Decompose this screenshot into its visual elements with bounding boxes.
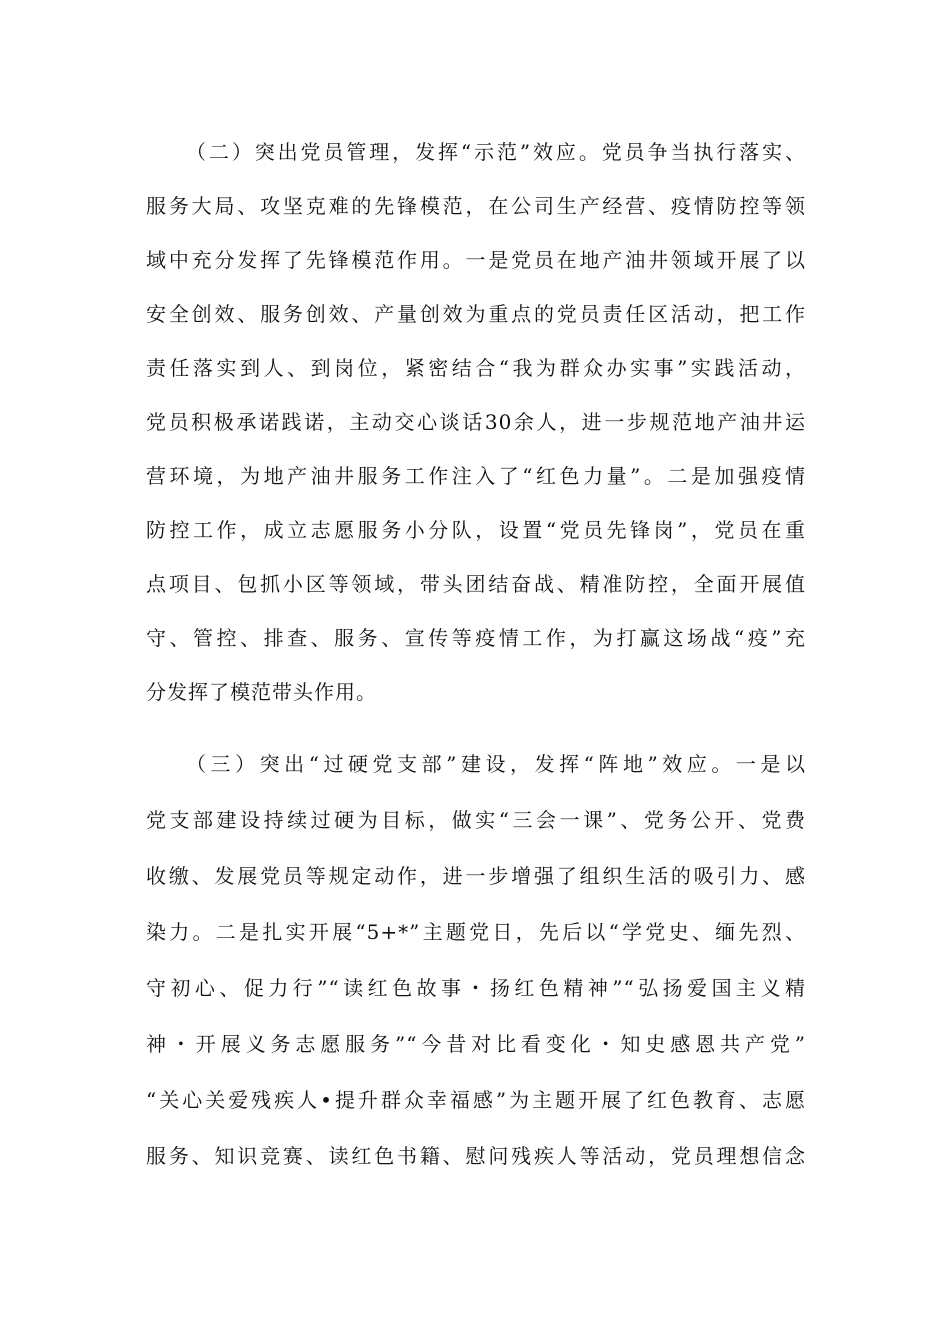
paragraph-1-line-11: 分发挥了模范带头作用。 xyxy=(146,680,377,704)
paragraph-1-line-8: 防控工作，成立志愿服务小分队，设置“党员先锋岗”，党员在重 xyxy=(146,518,806,542)
paragraph-1-line-9: 点项目、包抓小区等领域，带头团结奋战、精准防控，全面开展值 xyxy=(146,572,806,596)
paragraph-2-line-7: “关心关爱残疾人•提升群众幸福感”为主题开展了红色教育、志愿 xyxy=(146,1088,806,1112)
paragraph-1-line-5: 责任落实到人、到岗位，紧密结合“我为群众办实事”实践活动， xyxy=(146,356,806,380)
paragraph-1-line-7: 营环境，为地产油井服务工作注入了“红色力量”。二是加强疫情 xyxy=(146,464,806,488)
paragraph-1-line-3: 域中充分发挥了先锋模范作用。一是党员在地产油井领域开展了以 xyxy=(146,248,806,272)
paragraph-1-line-4: 安全创效、服务创效、产量创效为重点的党员责任区活动，把工作 xyxy=(146,302,806,326)
paragraph-2-line-5: 守初心、促力行”“读红色故事・扬红色精神”“弘扬爱国主义精 xyxy=(146,976,806,1000)
paragraph-1-line-10: 守、管控、排查、服务、宣传等疫情工作，为打赢这场战“疫”充 xyxy=(146,626,806,650)
paragraph-2-line-6: 神・开展义务志愿服务”“今昔对比看变化・知史感恩共产党” xyxy=(146,1032,806,1056)
paragraph-2-line-1: （三）突出“过硬党支部”建设，发挥“阵地”效应。一是以 xyxy=(186,752,806,776)
paragraph-1-line-1: （二）突出党员管理，发挥“示范”效应。党员争当执行落实、 xyxy=(186,140,806,164)
paragraph-2-line-2: 党支部建设持续过硬为目标，做实“三会一课”、党务公开、党费 xyxy=(146,808,806,832)
paragraph-1-line-6: 党员积极承诺践诺，主动交心谈话30余人，进一步规范地产油井运 xyxy=(146,410,806,434)
paragraph-2-line-3: 收缴、发展党员等规定动作，进一步增强了组织生活的吸引力、感 xyxy=(146,864,806,888)
paragraph-1-line-2: 服务大局、攻坚克难的先锋模范，在公司生产经营、疫情防控等领 xyxy=(146,194,806,218)
paragraph-2-line-8: 服务、知识竞赛、读红色书籍、慰问残疾人等活动，党员理想信念 xyxy=(146,1144,806,1168)
paragraph-2-line-4: 染力。二是扎实开展“5+*”主题党日，先后以“学党史、缅先烈、 xyxy=(146,920,806,944)
